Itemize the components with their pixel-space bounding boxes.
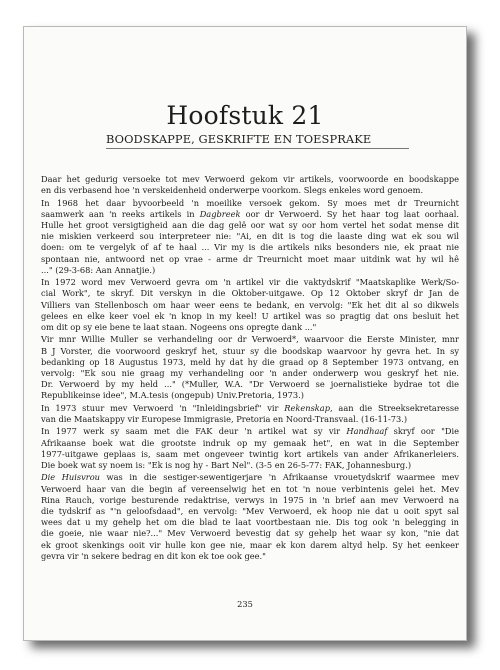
text-line: [41, 220, 459, 231]
text-line: [41, 231, 459, 242]
text-run: Hulle het groot versigtigheid aan die dag gelê oor wat sy oor hom vertel het sodat mense dit: [41, 220, 459, 230]
text-run: gevra vir 'n sekere bedrag en dit kon ek toe ook gee.": [41, 550, 266, 561]
text-run: nie miskien verkeerd sou interpreteer nie: "Ai, en dit is tog die laaste ding wat ek sou wil: [41, 231, 459, 242]
text-line: [41, 174, 459, 185]
text-run: In 1972 word mev Verwoerd gevra om 'n artikel vir die vaktydskrif "Maatskaplike Werk/So-: [41, 277, 459, 288]
text-line: [41, 209, 459, 220]
text-line: [41, 506, 459, 517]
text-line: [41, 414, 459, 425]
text-run: oor dr Verwoerd. Sy het haar tog laat oorhaal.: [240, 208, 459, 219]
text-line: [41, 484, 459, 495]
book-page: [23, 26, 467, 641]
text-run: Verwoerd haar van die begin af vereenselwig het en tot 'n noue verbintenis gelei het. Mev: [41, 483, 459, 494]
italic-title: Handhaaf: [346, 426, 388, 437]
text-run: Daar het gedurig versoeke tot mev Verwoerd gekom vir artikels, voorwoorde en boodskappe: [41, 174, 459, 184]
text-line: [41, 379, 459, 390]
text-line: [41, 288, 459, 299]
text-line: [41, 265, 459, 276]
paragraph: [41, 277, 459, 333]
text-run: skryf oor "Die: [387, 426, 459, 437]
text-run: In 1977 werk sy saam met die FAK deur 'n artikel wat sy vir: [41, 426, 347, 437]
text-line: [41, 254, 459, 265]
text-line: [41, 346, 459, 357]
text-run: vervolg: "Ek sou nie graag my verhandeling oor 'n ander onderwerp wou geskryf het nie.: [41, 368, 459, 379]
text-line: [41, 528, 459, 539]
text-line: [41, 403, 459, 414]
page-number: 235: [237, 599, 253, 609]
text-line: [41, 311, 459, 322]
text-run: Vir mnr Willie Muller se verhandeling oor dr Verwoerd*, waarvoor die Eerste Minister, mnr: [41, 334, 459, 345]
paragraph: [41, 426, 459, 471]
text-line: [41, 322, 459, 333]
paragraph: [41, 198, 459, 276]
text-run: die goeie, nie waar nie?..." Mev Verwoerd bevestig dat sy gehelp het waar sy kon, "nie dat: [41, 528, 459, 539]
text-line: [41, 472, 459, 483]
text-line: [41, 185, 459, 196]
italic-title: Rekenskap: [284, 402, 331, 413]
paragraph: [41, 472, 459, 562]
paragraph: [41, 403, 459, 425]
text-run: wees dat u my gehelp het om die blad te laat voortbestaan nie. Dis tog ook 'n belegging in: [41, 517, 459, 528]
paragraph: [41, 334, 459, 401]
body-text: [41, 174, 459, 563]
chapter-subtitle: BOODSKAPPE, GESKRIFTE EN TOESPRAKE: [106, 132, 409, 149]
text-run: spontaan nie, antwoord net op vrae - arme dr Treurnicht moet maar uitdink wat hy wil hê: [41, 253, 459, 264]
text-run: van die Maatskappy vir Europese Immigrasie, Pretoria en Noord-Transvaal. (16-11-73.): [41, 414, 408, 425]
text-run: doen: om te vergelyk of af te haal ... Vir my is die artikels niks besonders nie, ek praat nie: [41, 242, 459, 253]
text-run: ..." (29-3-68: Aan Annatjie.): [41, 264, 156, 275]
text-run: B J Vorster, die voorwoord geskryf het, stuur sy die boodskap waarvoor hy gevra het. In sy: [41, 345, 459, 356]
text-run: Die boek wat sy noem is: "Ek is nog hy - Bart Nel". (3-5 en 26-5-77: FAK, Johannesburg.): [41, 460, 412, 471]
text-line: [41, 368, 459, 379]
paragraph: [41, 174, 459, 196]
text-line: [41, 438, 459, 449]
italic-title: Dagbreek: [199, 208, 241, 219]
text-line: [41, 300, 459, 311]
text-run: was in die sestiger-sewentigerjare 'n Afrikaanse vrouetydskrif waarmee mev: [99, 472, 459, 483]
text-line: [41, 198, 459, 209]
text-line: [41, 460, 459, 471]
text-line: [41, 495, 459, 506]
text-line: [41, 426, 459, 437]
text-run: Villiers van Stellenbosch om haar weer eens te bedank, en vervolg: "Ek het dit al so dikwels: [41, 299, 459, 310]
italic-title: Die Huisvrou: [41, 472, 100, 483]
text-run: ek groot skenkings ooit vir hulle kon gee nie, maar ek kon darem altyd help. Sy het eenkeer: [41, 539, 459, 550]
text-line: [41, 334, 459, 345]
text-line: [41, 449, 459, 460]
text-run: gelees en elke keer voel ek 'n knop in my keel! U artikel was so pragtig dat ons besluit het: [41, 310, 459, 321]
text-run: om dit op sy eie bene te laat staan. Nogeens ons opregte dank ...": [41, 322, 317, 333]
text-line: [41, 540, 459, 551]
text-run: saamwerk aan 'n reeks artikels in: [41, 208, 200, 219]
text-run: cial Work", te skryf. Dit verskyn in die Oktober-uitgawe. Op 12 Oktober skryf dr Jan de: [41, 288, 459, 299]
text-line: [41, 357, 459, 368]
text-run: die tydskrif as "'n geloofsdaad", en vervolg: "Mev Verwoerd, ek hoop nie dat u ooit spyt sal: [41, 506, 459, 517]
text-line: [41, 551, 459, 562]
text-line: [41, 242, 459, 253]
text-run: Rina Rauch, vorige besturende redaktrise, verwys in 1975 in 'n brief aan mev Verwoerd na: [41, 494, 459, 505]
text-run: 1977-uitgawe geplaas is, saam met ongeveer twintig kort artikels van ander Afrikanerleiers.: [41, 448, 459, 459]
text-line: [41, 390, 459, 401]
text-run: In 1973 stuur mev Verwoerd 'n "Inleidingsbrief" vir: [41, 402, 285, 413]
text-run: en dis verbasend hoe 'n verskeidenheid onderwerpe voorkom. Slegs enkeles word genoem.: [41, 185, 424, 196]
chapter-title: Hoofstuk 21: [166, 101, 324, 130]
text-run: Republikeinse idee", M.A.tesis (ongepub) Univ.Pretoria, 1973.): [41, 390, 304, 401]
text-run: Afrikaanse boek wat die grootste indruk op my gemaak het", en wat in die September: [41, 437, 459, 448]
text-run: bedanking op 18 Augustus 1973, meld hy dat hy die graad op 8 September 1973 ontvang, en: [41, 356, 459, 367]
text-run: Dr. Verwoerd by my held ..." (*Muller, W.A. "Dr Verwoerd se joernalistieke bydrae tot die: [41, 379, 459, 390]
text-line: [41, 517, 459, 528]
text-run: In 1968 het daar byvoorbeeld 'n moeilike versoek gekom. Sy moes met dr Treurnicht: [41, 197, 459, 208]
text-line: [41, 277, 459, 288]
text-run: , aan die Streeksekretaresse: [330, 402, 460, 413]
